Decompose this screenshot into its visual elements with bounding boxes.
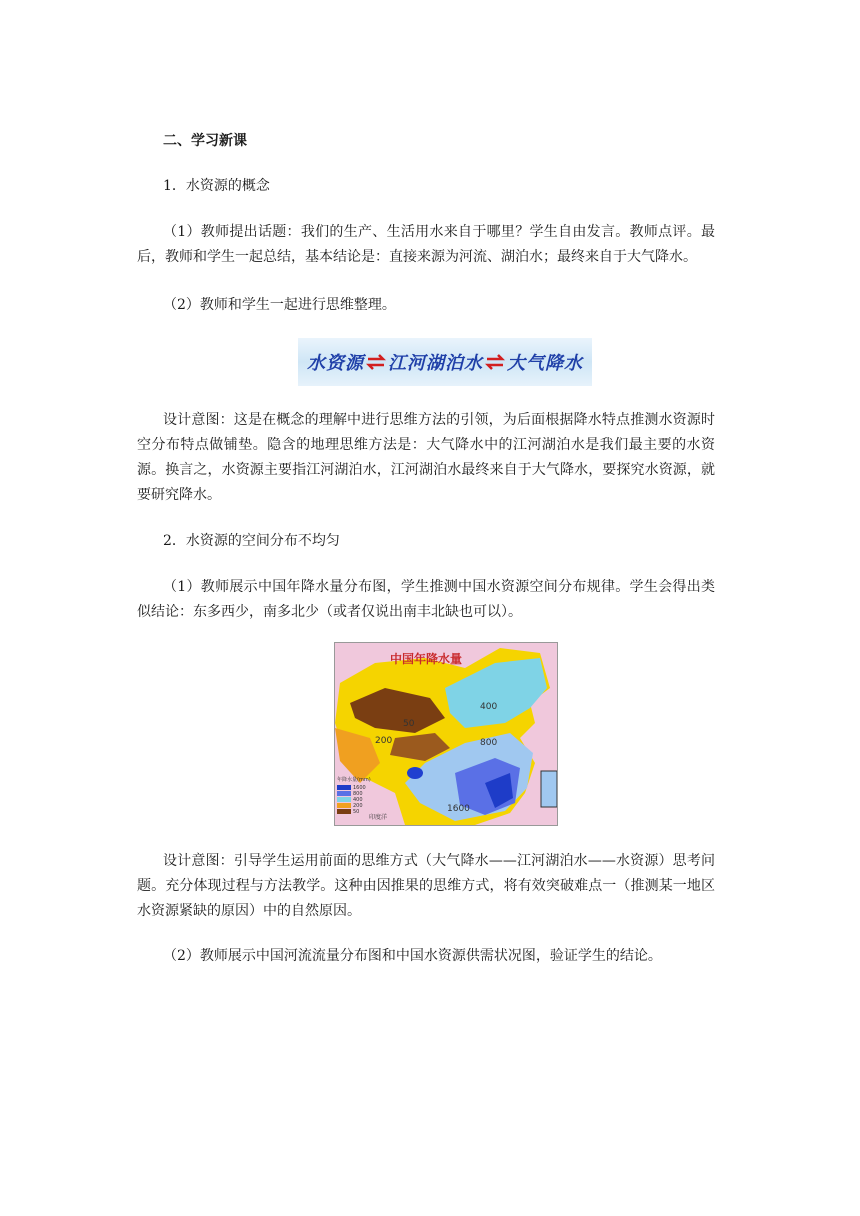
subsection-title-2: 2．水资源的空间分布不均匀 <box>163 533 340 549</box>
subsection-title-1: 1．水资源的概念 <box>163 178 270 194</box>
map-label-50: 50 <box>403 719 415 729</box>
double-arrow-icon <box>366 351 386 373</box>
design-intent-1: 设计意图：这是在概念的理解中进行思维方法的引领，为后面根据降水特点推测水资源时空分布特点做铺垫。隐含的地理思维方法是：大气降水中的江河湖泊水是我们最主要的水资源。换言之，水资源主要指江河湖泊水，江河湖泊水最终来自于大气降水，要探究水资源，就要研究降水。 <box>137 412 715 503</box>
legend-title: 年降水量(mm) <box>337 777 371 783</box>
flow-term-rivers-lakes: 江河湖泊水 <box>388 353 483 374</box>
legend-value: 50 <box>353 809 360 815</box>
section-heading: 二、学习新课 <box>163 133 247 149</box>
legend-value: 800 <box>353 791 363 797</box>
china-precipitation-map <box>334 642 558 826</box>
paragraph-1-1: （1）教师提出话题：我们的生产、生活用水来自于哪里？学生自由发言。教师点评。最后，教师和学生一起总结，基本结论是：直接来源为河流、湖泊水；最终来自于大气降水。 <box>137 224 715 265</box>
legend-value: 1600 <box>353 785 366 791</box>
map-label-200: 200 <box>375 736 393 746</box>
legend-note: 印度洋 <box>369 814 388 821</box>
map-label-1600: 1600 <box>447 804 470 814</box>
precipitation-map-graphic <box>335 643 557 825</box>
paragraph-2-1: （1）教师展示中国年降水量分布图，学生推测中国水资源空间分布规律。学生会得出类似结论：东多西少，南多北少（或者仅说出南丰北缺也可以）。 <box>137 579 715 620</box>
design-intent-2: 设计意图：引导学生运用前面的思维方式（大气降水——江河湖泊水——水资源）思考问题。充分体现过程与方法教学。这种由因推果的思维方式，将有效突破难点一（推测某一地区水资源紧缺的原因）中的自然原因。 <box>137 853 715 919</box>
concept-flow-banner <box>298 338 592 386</box>
flow-term-water-resource: 水资源 <box>307 353 364 374</box>
legend-value: 400 <box>353 797 363 803</box>
paragraph-1-2: （2）教师和学生一起进行思维整理。 <box>163 297 396 313</box>
legend-value: 200 <box>353 803 363 809</box>
map-title: 中国年降水量 <box>390 652 463 666</box>
paragraph-2-2: （2）教师展示中国河流流量分布图和中国水资源供需状况图，验证学生的结论。 <box>163 948 662 964</box>
map-label-800: 800 <box>480 738 498 748</box>
double-arrow-icon <box>485 351 505 373</box>
flow-term-precipitation: 大气降水 <box>507 353 583 374</box>
map-label-400: 400 <box>480 702 498 712</box>
